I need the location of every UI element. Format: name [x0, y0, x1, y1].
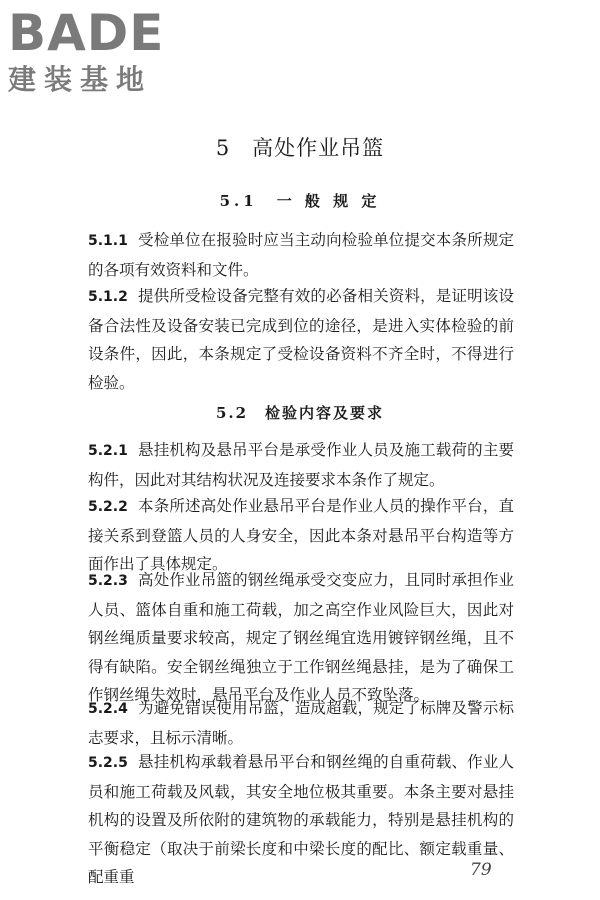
clause-5-1-1	[88, 226, 514, 284]
clause-text: 本条所述高处作业悬吊平台是作业人员的操作平台，直接关系到登篮人员的人身安全，因此本条对悬吊平台构造等方面作出了具体规定。	[88, 497, 514, 573]
clause-number: 5.2.1	[88, 443, 128, 459]
clause-5-1-2	[88, 282, 514, 397]
clause-5-2-3	[88, 566, 514, 710]
page-number: 79	[470, 860, 492, 880]
clause-number: 5.2.4	[88, 701, 128, 717]
clause-text: 提供所受检设备完整有效的必备相关资料，是证明该设备合法性及设备安装已完成到位的途径，是进入实体检验的前设条件，因此，本条规定了受检设备资料不齐全时，不得进行检验。	[88, 287, 514, 392]
clause-text: 悬挂机构及悬吊平台是承受作业人员及施工载荷的主要构件，因此对其结构状况及连接要求本条作了规定。	[88, 441, 514, 489]
clause-5-2-4	[88, 694, 514, 752]
clause-number: 5.2.3	[88, 573, 128, 589]
clause-text: 悬挂机构承载着悬吊平台和钢丝绳的自重荷载、作业人员和施工荷载及风载，其安全地位极其重要。本条主要对悬挂机构的设置及所依附的建筑物的承载能力，特别是悬挂机构的平衡稳定（取决于前梁长度和中梁长度的配比、额定载重量、配重重	[88, 753, 514, 886]
clause-number: 5.1.2	[88, 289, 128, 305]
watermark-logo	[8, 6, 178, 98]
clause-5-2-5	[88, 748, 514, 892]
section-title-5-2: 5.2 检验内容及要求	[215, 404, 385, 422]
clause-text: 受检单位在报验时应当主动向检验单位提交本条所规定的各项有效资料和文件。	[88, 231, 514, 279]
clause-number: 5.2.2	[88, 499, 128, 515]
section-title-5-1: 5.1 一 般 规 定	[219, 192, 381, 210]
chapter-title: 5 高处作业吊篮	[215, 136, 385, 160]
clause-text: 为避免错误使用吊篮，造成超载，规定了标牌及警示标志要求，且标示清晰。	[88, 699, 514, 747]
clause-number: 5.2.5	[88, 755, 128, 771]
clause-5-2-1	[88, 436, 514, 494]
logo-text: BADE	[8, 4, 165, 62]
clause-number: 5.1.1	[88, 233, 128, 249]
logo-subtitle: 建装基地	[8, 63, 153, 96]
clause-text: 高处作业吊篮的钢丝绳承受交变应力，且同时承担作业人员、篮体自重和施工荷载，加之高空作业风险巨大，因此对钢丝绳质量要求较高，规定了钢丝绳宜选用镀锌钢丝绳，且不得有缺陷。安全钢丝绳独立于工作钢丝绳悬挂，是为了确保工作钢丝绳失效时，悬吊平台及作业人员不致坠落。	[88, 571, 514, 704]
